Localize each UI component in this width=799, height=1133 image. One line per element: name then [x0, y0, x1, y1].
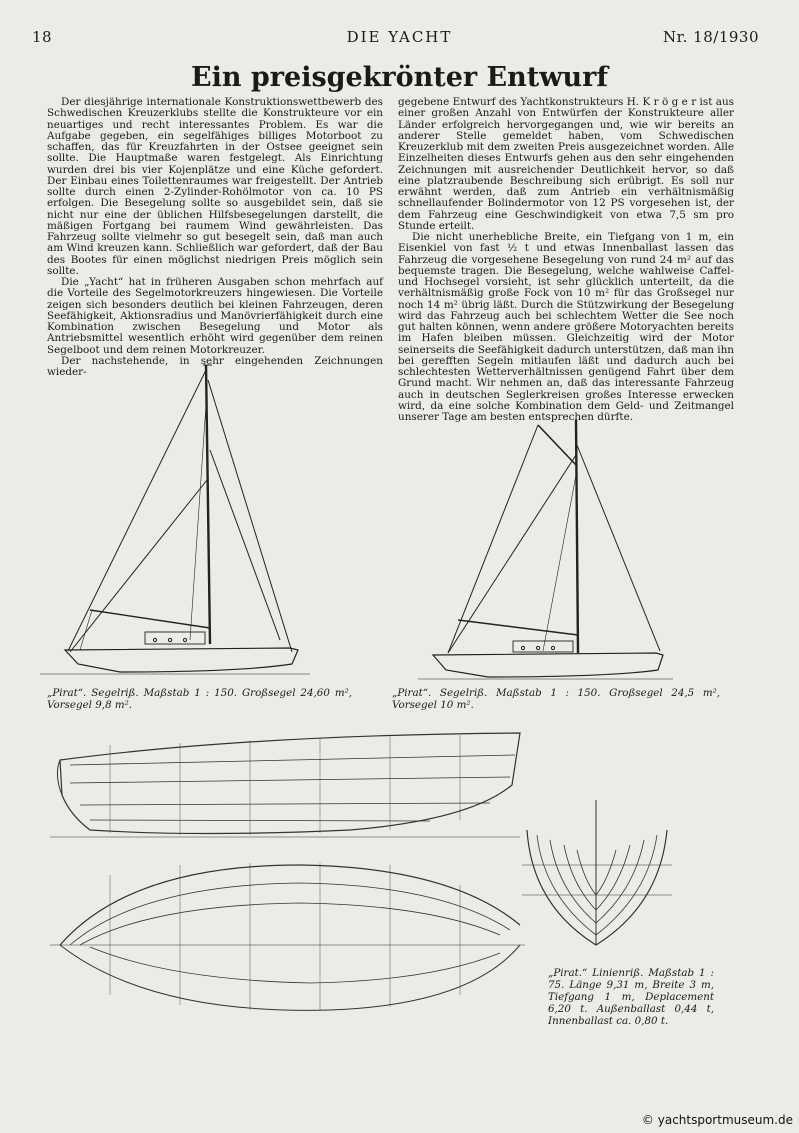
sail-plan-high-drawing: [418, 415, 678, 685]
page-number: 18: [32, 28, 53, 46]
article-title: Ein preisgekrönter Entwurf: [191, 62, 608, 93]
text-column-left: [47, 97, 383, 378]
lines-plan-drawing: [50, 725, 530, 1015]
paragraph: Die nicht unerhebliche Breite, ein Tiefgang von 1 m, ein Eisenkiel von fast ½ t und etwas Innenballast lassen das Fahrzeug die vorgesehene Besegelung von rund 24 m² auf das bequemste tragen. Die Besegelung, welche wahlweise Caffel- und Hochsegel vorsieht, ist sehr glücklich unterteilt, da die verhältnismäßig große Fock von 10 m² für das Großsegel nur noch 14 m² übrig läßt. Durch die Stützwirkung der Besegelung wird das Fahrzeug auch bei schlechtem Wetter die See noch gut halten können, wenn andere größere Motoryachten bereits im Hafen bleiben müssen. Gleichzeitig wird der Motor seinerseits die Seefähigkeit dadurch unterstützen, daß man ihn bei gerefften Segeln mitlaufen läßt und dadurch auch bei schlechtesten Wetterverhältnissen genügend Fahrt über dem Grund macht. Wir nehmen an, daß das interessante Fahrzeug auch in deutschen Seglerkreisen großes Interesse erwecken wird, da eine solche Kombination dem Geld- und Zeitmangel unserer Tage am besten entsprechen dürfte.: [398, 231, 734, 423]
watermark: © yachtsportmuseum.de: [641, 1113, 793, 1127]
caption-sail-plan-gaff: „Pirat“. Segelriß. Maßstab 1 : 150. Großsegel 24,60 m², Vorsegel 9,8 m².: [47, 687, 352, 711]
sail-plan-gaff-drawing: [40, 360, 320, 680]
paragraph: Die „Yacht“ hat in früheren Ausgaben schon mehrfach auf die Vorteile des Segelmotorkreuzers hingewiesen. Die Vorteile zeigen sich besonders deutlich bei kleinen Fahrzeugen, deren Seefähigkeit, Aktionsradius und Manövrierfähigkeit durch eine Kombination zwischen Besegelung und Motor als Antriebsmittel wesentlich erhöht wird gegenüber dem reinen Segelboot und dem reinen Motorkreuzer.: [47, 276, 383, 356]
magazine-title: DIE YACHT: [346, 28, 453, 46]
paragraph: Der diesjährige internationale Konstruktionswettbewerb des Schwedischen Kreuzerklubs stellte die Konstrukteure vor ein neuartiges und recht interessantes Problem. Es war die Aufgabe gegeben, ein segelfähiges billiges Motorboot zu schaffen, das für Kreuzfahrten in der Ostsee geeignet sein sollte. Die Hauptmaße waren festgelegt. Als Einrichtung wurden drei bis vier Kojenplätze und eine Küche gefordert. Der Einbau eines Toilettenraumes war freigestellt. Der Antrieb sollte durch einen 2-Zylinder-Rohölmotor von ca. 10 PS erfolgen. Die Besegelung sollte so ausgebildet sein, daß sie nicht nur eine der üblichen Hilfsbesegelungen darstellt, die mäßigen Fortgang bei raumem Wind gewährleisten. Das Fahrzeug sollte vielmehr so gut besegelt sein, daß man auch am Wind kreuzen kann. Schließlich war gefordert, daß der Bau des Bootes für einen möglichst niedrigen Preis möglich sein sollte.: [47, 96, 383, 277]
text-column-right: [398, 97, 734, 423]
caption-sail-plan-high: „Pirat“. Segelriß. Maßstab 1 : 150. Großsegel 24,5 m², Vorsegel 10 m².: [392, 687, 720, 711]
issue-number: Nr. 18/1930: [663, 28, 759, 46]
body-plan-drawing: [522, 795, 672, 955]
caption-lines-plan: „Pirat.“ Linienriß. Maßstab 1 : 75. Länge 9,31 m, Breite 3 m, Tiefgang 1 m, Deplacement 6,20 t. Außenballast 0,44 t, Innenballast ca. 0,80 t.: [548, 967, 714, 1027]
paragraph: Der nachstehende, in sehr eingehenden Zeichnungen wieder-: [47, 354, 383, 378]
paragraph: gegebene Entwurf des Yachtkonstrukteurs H. K r ö g e r ist aus einer großen Anzahl von Entwürfen der Konstrukteure aller Länder erfolgreich hervorgegangen und, wie wir bereits an anderer Stelle gemeldet haben, vom Schwedischen Kreuzerklub mit dem zweiten Preis ausgezeichnet worden. Alle Einzelheiten dieses Entwurfs gehen aus den sehr eingehenden Zeichnungen mit ausreichender Deutlichkeit hervor, so daß eine platzraubende Beschreibung sich erübrigt. Es soll nur erwähnt werden, daß zum Antrieb ein verhältnismäßig schnellaufender Bolindermotor von 12 PS vorgesehen ist, der dem Fahrzeug eine Geschwindigkeit von etwa 7,5 sm pro Stunde erteilt.: [398, 96, 734, 232]
